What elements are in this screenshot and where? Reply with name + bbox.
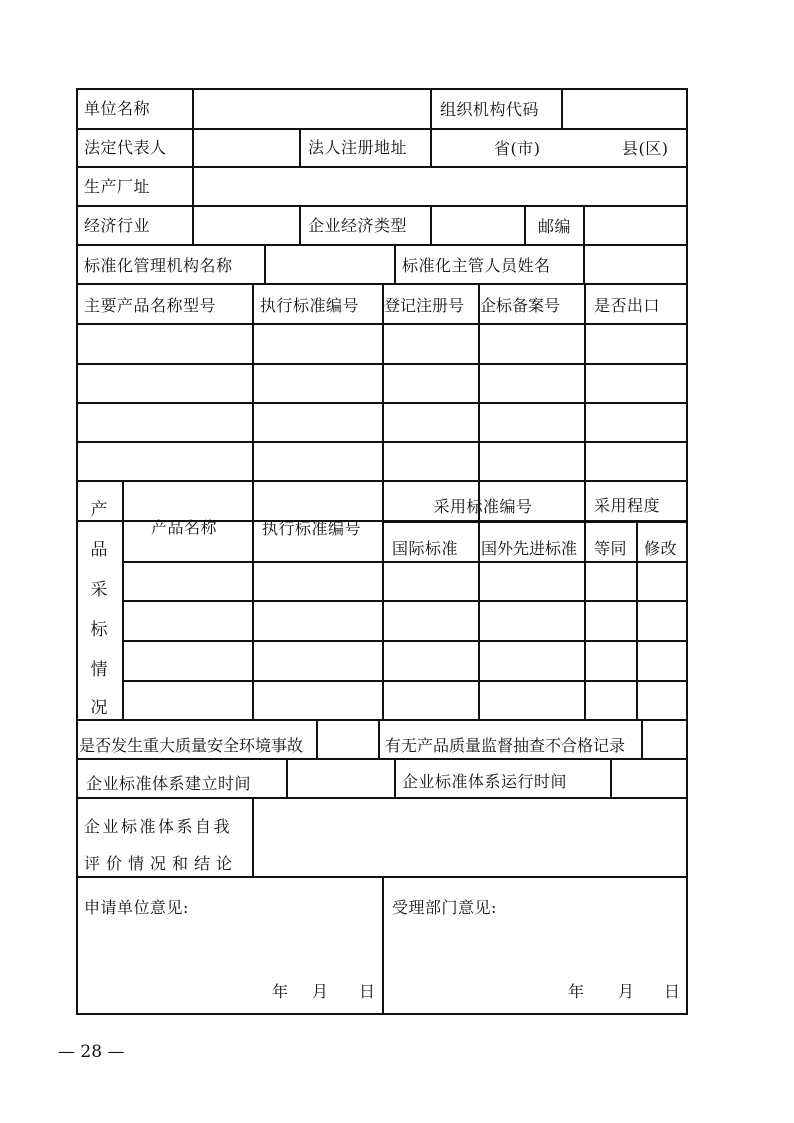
intl-std-header: 国际标准 bbox=[392, 539, 459, 558]
row-divider bbox=[76, 166, 688, 168]
page-number: — 28 — bbox=[58, 1042, 125, 1062]
column-divider bbox=[264, 244, 266, 283]
column-divider bbox=[286, 758, 288, 797]
column-divider bbox=[524, 205, 526, 244]
column-divider bbox=[299, 128, 301, 166]
row-divider bbox=[76, 758, 688, 760]
modified-header: 修改 bbox=[644, 539, 678, 558]
receiver-opinion-label: 受理部门意见: bbox=[392, 898, 497, 917]
column-divider bbox=[561, 88, 563, 128]
column-divider bbox=[610, 758, 612, 797]
column-divider bbox=[192, 128, 194, 166]
applicant-opinion-label: 申请单位意见: bbox=[84, 898, 189, 917]
major-accident-label: 是否发生重大质量安全环境事故 bbox=[79, 736, 304, 755]
column-divider bbox=[122, 480, 124, 719]
receiver-date-month: 月 bbox=[618, 982, 635, 1001]
column-divider bbox=[478, 283, 480, 520]
table-border-top bbox=[76, 88, 688, 90]
column-divider bbox=[252, 797, 254, 876]
row-divider bbox=[76, 244, 688, 246]
column-divider bbox=[192, 88, 194, 128]
export-header: 是否出口 bbox=[594, 296, 661, 315]
reg-address-label: 法人注册地址 bbox=[308, 138, 408, 157]
row-divider bbox=[76, 128, 688, 130]
column-divider bbox=[636, 521, 638, 719]
column-divider bbox=[394, 244, 396, 283]
econ-type-label: 企业经济类型 bbox=[308, 216, 408, 235]
adoption-product-name-header: 产品名称 bbox=[151, 518, 218, 537]
system-running-label: 企业标准体系运行时间 bbox=[402, 772, 568, 791]
row-divider bbox=[76, 797, 688, 799]
column-divider bbox=[478, 521, 480, 719]
row-divider bbox=[76, 205, 688, 207]
column-divider bbox=[192, 166, 194, 205]
applicant-date-day: 日 bbox=[359, 982, 376, 1001]
column-divider bbox=[583, 205, 585, 244]
column-divider bbox=[252, 480, 254, 719]
factory-address-label: 生产厂址 bbox=[84, 177, 151, 196]
adoption-degree-header: 采用程度 bbox=[594, 496, 661, 515]
table-border-right bbox=[686, 88, 688, 1014]
side-label-char: 况 bbox=[90, 698, 108, 718]
county-label: 县(区) bbox=[622, 139, 669, 158]
reg-no-header: 登记注册号 bbox=[384, 296, 465, 315]
column-divider bbox=[583, 244, 585, 283]
side-label-char: 品 bbox=[90, 540, 108, 560]
applicant-date-year: 年 bbox=[272, 982, 289, 1001]
exec-std-header: 执行标准编号 bbox=[260, 296, 360, 315]
unit-name-label: 单位名称 bbox=[84, 99, 151, 118]
side-label-char: 标 bbox=[90, 620, 108, 640]
row-divider bbox=[122, 600, 688, 602]
org-code-label: 组织机构代码 bbox=[440, 100, 540, 119]
application-form-table bbox=[76, 88, 688, 1014]
column-divider bbox=[394, 758, 396, 797]
postcode-label: 邮编 bbox=[538, 217, 572, 236]
self-eval-label-line2: 评价情况和结论 bbox=[84, 854, 239, 873]
ent-std-filing-header: 企标备案号 bbox=[480, 296, 561, 315]
column-divider bbox=[299, 205, 301, 244]
foreign-adv-std-header: 国外先进标准 bbox=[481, 539, 578, 558]
legal-rep-label: 法定代表人 bbox=[84, 138, 167, 157]
column-divider bbox=[584, 480, 586, 719]
equivalent-header: 等同 bbox=[594, 539, 628, 558]
side-label-char: 产 bbox=[90, 500, 108, 520]
column-divider bbox=[378, 719, 380, 758]
column-divider bbox=[192, 205, 194, 244]
adopted-std-no-header: 采用标准编号 bbox=[433, 497, 533, 516]
row-divider bbox=[76, 719, 688, 721]
side-label-char: 采 bbox=[90, 580, 108, 600]
adoption-exec-std-header: 执行标准编号 bbox=[262, 519, 362, 538]
self-eval-label-line1: 企业标准体系自我 bbox=[84, 817, 233, 836]
row-divider bbox=[122, 561, 688, 563]
std-manager-label: 标准化主管人员姓名 bbox=[402, 256, 551, 275]
side-label-char: 情 bbox=[90, 660, 108, 680]
column-divider bbox=[316, 719, 318, 758]
column-divider bbox=[382, 876, 384, 1014]
system-established-label: 企业标准体系建立时间 bbox=[86, 774, 252, 793]
inspection-fail-label: 有无产品质量监督抽查不合格记录 bbox=[385, 736, 626, 755]
province-label: 省(市) bbox=[494, 139, 541, 158]
product-name-model-header: 主要产品名称型号 bbox=[84, 296, 217, 315]
column-divider bbox=[641, 719, 643, 758]
receiver-date-year: 年 bbox=[568, 982, 585, 1001]
row-divider bbox=[382, 521, 688, 523]
std-org-name-label: 标准化管理机构名称 bbox=[84, 256, 233, 275]
column-divider bbox=[430, 128, 432, 166]
column-divider bbox=[430, 88, 432, 128]
row-divider bbox=[122, 680, 688, 682]
receiver-date-day: 日 bbox=[664, 982, 681, 1001]
applicant-date-month: 月 bbox=[312, 982, 329, 1001]
column-divider bbox=[430, 205, 432, 244]
row-divider bbox=[122, 640, 688, 642]
industry-label: 经济行业 bbox=[84, 216, 151, 235]
